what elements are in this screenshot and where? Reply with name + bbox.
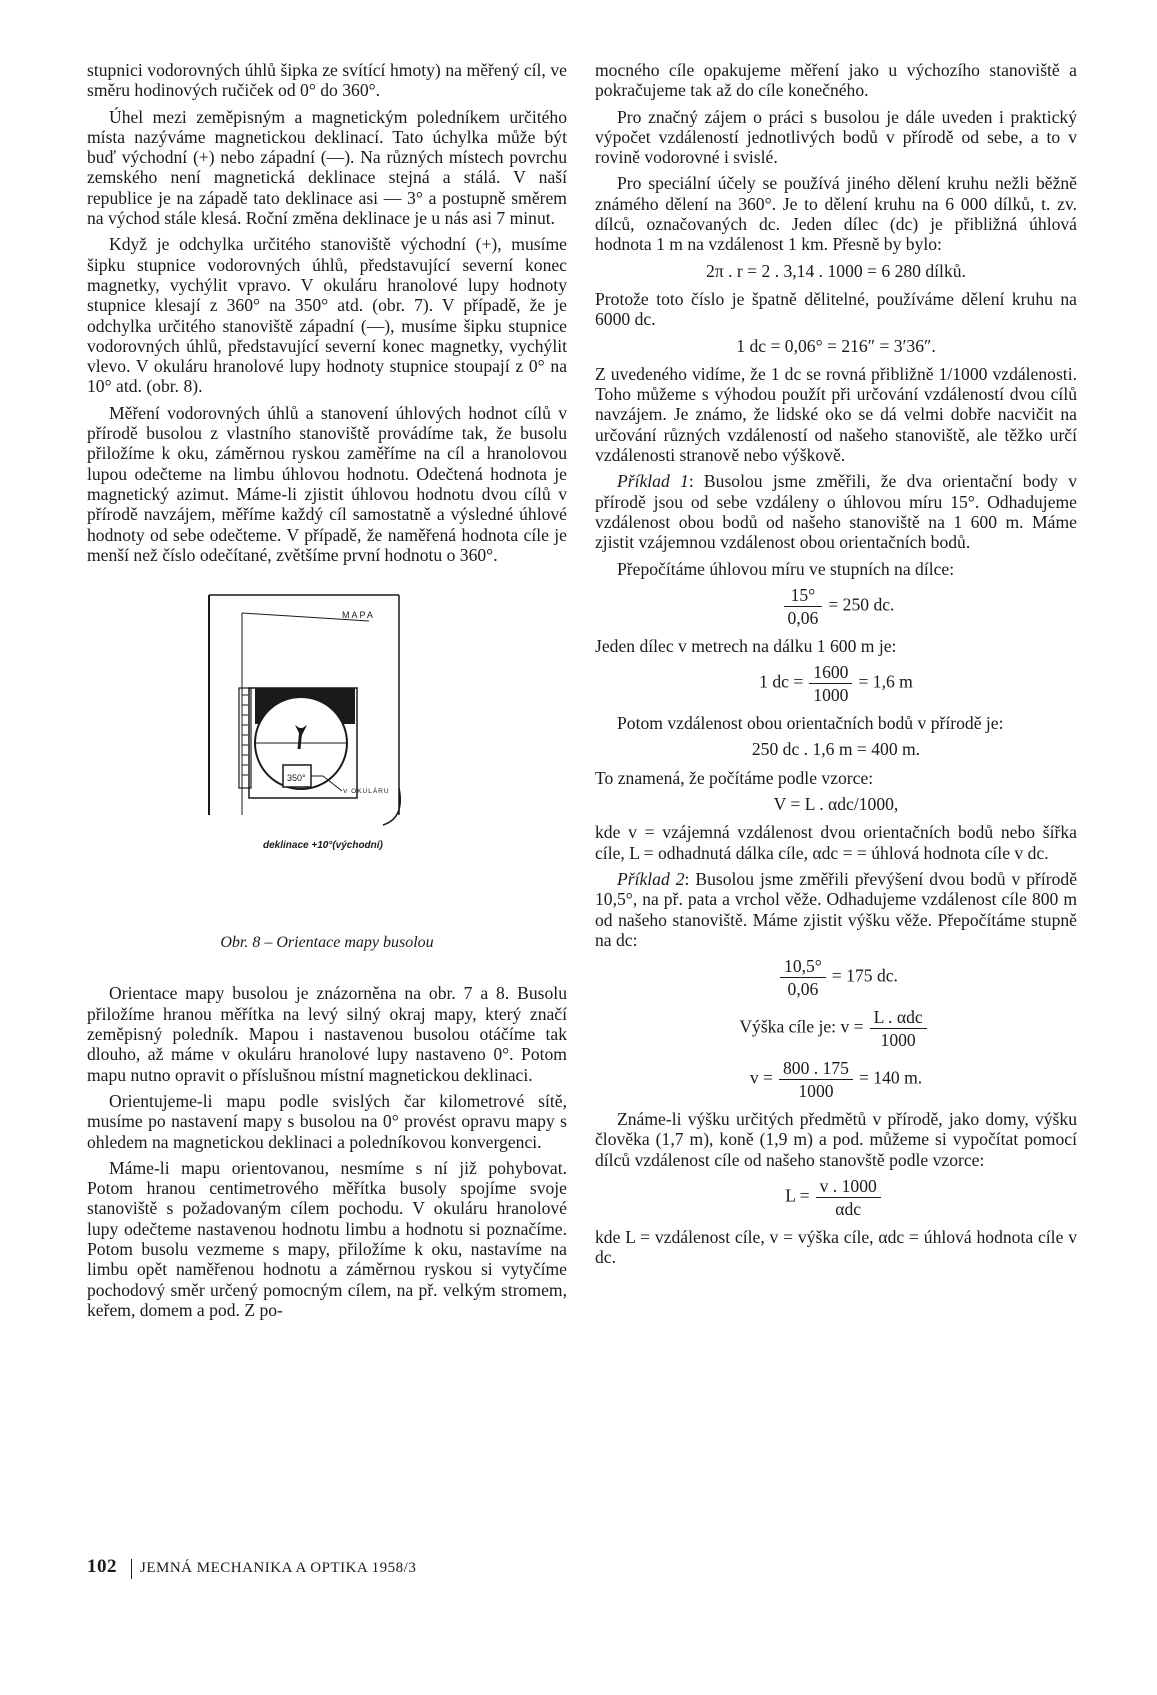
figure-compass-map: [87, 593, 567, 923]
fraction: [780, 956, 826, 999]
equation: [595, 585, 1077, 628]
paragraph: kde L = vzdálenost cíle, v = výška cíle, αdc = úhlová hodnota cíle v dc.: [595, 1226, 1077, 1268]
paragraph: stupnici vodorovných úhlů šipka ze svítící hmoty) na měřený cíl, ve směru hodinových ručiček od 0° do 360°.: [87, 60, 567, 101]
eyepiece-label: V OKULÁRU: [343, 788, 390, 796]
numerator: 10,5°: [780, 956, 826, 978]
numerator: 15°: [784, 585, 823, 607]
paragraph: Potom vzdálenost obou orientačních bodů v přírodě je:: [617, 713, 1004, 734]
denominator: 0,06: [787, 979, 819, 1000]
equation: [595, 1007, 1077, 1050]
text-span: Z uvedeného vidíme, že 1 dc se rovná přibližně: [595, 363, 939, 384]
numerator: 800 . 175: [779, 1058, 853, 1080]
equation-result: = 1,6 m: [858, 671, 913, 692]
footer-divider: [131, 1559, 132, 1579]
paragraph: Známe-li výšku určitých předmětů v přírodě, jako domy, výšku člověka (1,7 m), koně (1,9 m) a pod. můžeme si vypočítat pomocí dílců vzdálenost cíle od našeho stanovště podle vzorce:: [595, 1109, 1077, 1170]
equation: [595, 1058, 1077, 1101]
equation-result: = 175 dc.: [831, 965, 898, 986]
paragraph: Orientace mapy busolou je znázorněna na obr. 7 a 8. Busolu přiložíme hranou měřítka na levý silný okraj mapy, který značí zeměpisný poledník. Mapou i nastavenou busolou otáčíme tak dlouho, až máme v okuláru hranolové lupy nastaveno 0°. Potom mapu nutno opravit o příslušnou místní magnetickou deklinaci.: [87, 983, 567, 1085]
journal-title: JEMNÁ MECHANIKA A OPTIKA 1958/3: [140, 1560, 417, 1576]
compass-map-diagram: [87, 593, 567, 923]
denominator: αdc: [835, 1198, 862, 1219]
denominator: 0,06: [787, 607, 819, 628]
fraction: [870, 1007, 927, 1050]
equation-lhs: L =: [785, 1185, 810, 1206]
equation: [595, 956, 1077, 999]
equation: 250 dc . 1,6 m = 400 m.: [751, 739, 921, 760]
equation-lhs: v =: [749, 1067, 773, 1088]
example-label: Příklad 2: [617, 868, 685, 889]
paragraph: [595, 364, 1077, 465]
inline-fraction: 1/1000: [938, 363, 988, 384]
text-span: vzdálenosti. Toho můžeme s výhodou použít při určování vzdáleností dvou cílů navzájem. Je známo, že lidské oko se dá velmi dobře nacvičit na určování různých vzdáleností od našeho stanoviště, ale těžko určí vzdálenosti stranově nebo výškově.: [595, 363, 1077, 466]
right-column: [595, 60, 1077, 1274]
fraction: [809, 662, 852, 705]
denominator: 1000: [798, 1081, 834, 1102]
paragraph: Úhel mezi zeměpisným a magnetickým poledníkem určitého místa nazýváme magnetickou deklinací. Tato úchylka může být buď východní (+) nebo západní (—). Na různých místech povrchu zemského není magnetická deklinace stejná a stálá. V naší republice je na západě tato deklinace asi — 3° a postupně směrem na východ stále klesá. Roční změna deklinace je u nás asi 7 minut.: [87, 106, 567, 229]
numerator: L . αdc: [870, 1007, 927, 1029]
declination-label: deklinace +10°(východní): [263, 840, 383, 852]
left-column: [87, 60, 567, 1326]
map-label: MAPA: [342, 610, 375, 621]
paragraph: [595, 471, 1077, 552]
page-number: 102: [87, 1556, 117, 1577]
text-span: : Busolou jsme změřili, že dva orientační body v přírodě jsou od sebe vzdáleny o úhlovou míru 15°. Odhadujeme vzdálenost obou bodů od našeho stanoviště na 1 600 m. Máme zjistit vzájemnou vzdálenost obou orientačních bodů.: [595, 471, 1077, 553]
paragraph: Protože toto číslo je špatně dělitelné, používáme dělení kruhu na 6000 dc.: [595, 288, 1077, 330]
paragraph: Pro speciální účely se používá jiného dělení kruhu nežli běžně známého dělení na 360°. Je to dělení kruhu na 6 000 dílků, t. zv. dílců, označovaných dc. Jeden dílec (dc) je přibližná úhlová hodnota 1 m na vzdálenost 1 km. Přesně by bylo:: [595, 173, 1077, 255]
text-span: : Busolou jsme změřili převýšení dvou bodů v přírodě 10,5°, na př. pata a vrchol věže. Odhadujeme vzdálenost cíle 800 m od našeho stanoviště. Máme zjistit výšku věže. Přepočítáme stupně na dc:: [595, 868, 1077, 950]
equation: 2π . r = 2 . 3,14 . 1000 = 6 280 dílků.: [706, 260, 966, 281]
fraction: [816, 1176, 881, 1219]
equation: 1 dc = 0,06° = 216″ = 3′36″.: [736, 335, 936, 356]
paragraph: Jeden dílec v metrech na dálku 1 600 m je:: [595, 635, 897, 656]
equation-result: = 250 dc.: [828, 594, 895, 615]
paragraph: mocného cíle opakujeme měření jako u výchozího stanoviště a pokračujeme tak až do cíle konečného.: [595, 60, 1077, 101]
scale-label: 350°: [287, 773, 306, 784]
paragraph: Pro značný zájem o práci s busolou je dále uveden i praktický výpočet vzdáleností jednotlivých bodů v přírodě od sebe, a to v rovině vodorovné i svislé.: [595, 106, 1077, 168]
fraction: [779, 1058, 853, 1101]
paragraph: Přepočítáme úhlovou míru ve stupních na dílce:: [617, 558, 955, 579]
equation: V = L . αdc/1000,: [773, 794, 899, 815]
paragraph: Když je odchylka určitého stanoviště východní (+), musíme šipku stupnice vodorovných úhlů, představující severní konec magnetky, vychýlit vpravo. V okuláru hranolové lupy hodnoty stupnice klesají z 360° na 350° atd. (obr. 7). V případě, že je odchylka určitého stanoviště západní (—), musíme šipku stupnice vodorovných úhlů, představující severní konec magnetky, vychýlit vlevo. V okuláru hranolové lupy hodnoty stupnice stoupají z 0° na 10° atd. (obr. 8).: [87, 234, 567, 397]
paragraph: Měření vodorovných úhlů a stanovení úhlových hodnot cílů v přírodě busolou z vlastního stanoviště provádíme tak, že busolu přiložíme k oku, záměrnou ryskou zaměříme na cíl a hranolovou lupou odečteme na limbu úhlovou hodnotu. Odečtená hodnota je magnetický azimut. Máme-li zjistit úhlovou hodnotu dvou cílů v přírodě navzájem, měříme každý cíl samostatně a výsledné úhlové hodnoty od sebe odečteme. V případě, že naměřená hodnota cíle je menší než číslo odečítané, zvětšíme první hodnotu o 360°.: [87, 402, 567, 565]
paragraph: Máme-li mapu orientovanou, nesmíme s ní již pohybovat. Potom hranou centimetrového měřítka busoly spojíme svoje stanoviště s požadovaným cílem pochodu. V okuláru hranolové lupy odečteme nastavenou hodnotu limbu a hodnotu si poznačíme. Potom busolu vezmeme s mapy, přiložíme k oku, nastavíme na limbu opět naměřenou hodnotu a záměrnou ryskou si vytyčíme pochodový směr určený pomocným cílem, na př. velkým stromem, keřem, domem a pod. Z po-: [87, 1157, 567, 1320]
equation-lhs: Výška cíle je: v =: [739, 1016, 864, 1037]
denominator: 1000: [813, 685, 849, 706]
page-footer: [87, 1556, 416, 1579]
denominator: 1000: [880, 1030, 916, 1051]
paragraph: [595, 869, 1077, 950]
numerator: 1600: [809, 662, 852, 684]
equation: [595, 662, 1077, 705]
equation-result: = 140 m.: [858, 1067, 923, 1088]
figure-caption: Obr. 8 – Orientace mapy busolou: [220, 934, 434, 952]
paragraph: Orientujeme-li mapu podle svislých čar kilometrové sítě, musíme po nastavení mapy s busolou na 0° provést opravu mapy s ohledem na magnetickou deklinaci a poledníkovou konvergenci.: [87, 1090, 567, 1152]
numerator: v . 1000: [816, 1176, 881, 1198]
fraction: [784, 585, 823, 628]
equation: [595, 1176, 1077, 1219]
paragraph: kde v = vzájemná vzdálenost dvou orientačních bodů nebo šířka cíle, L = odhadnutá dálka cíle, αdc = = úhlová hodnota cíle v dc.: [595, 822, 1077, 863]
equation-lhs: 1 dc =: [759, 671, 804, 692]
example-label: Příklad 1: [617, 471, 689, 492]
paragraph: To znamená, že počítáme podle vzorce:: [595, 767, 874, 788]
